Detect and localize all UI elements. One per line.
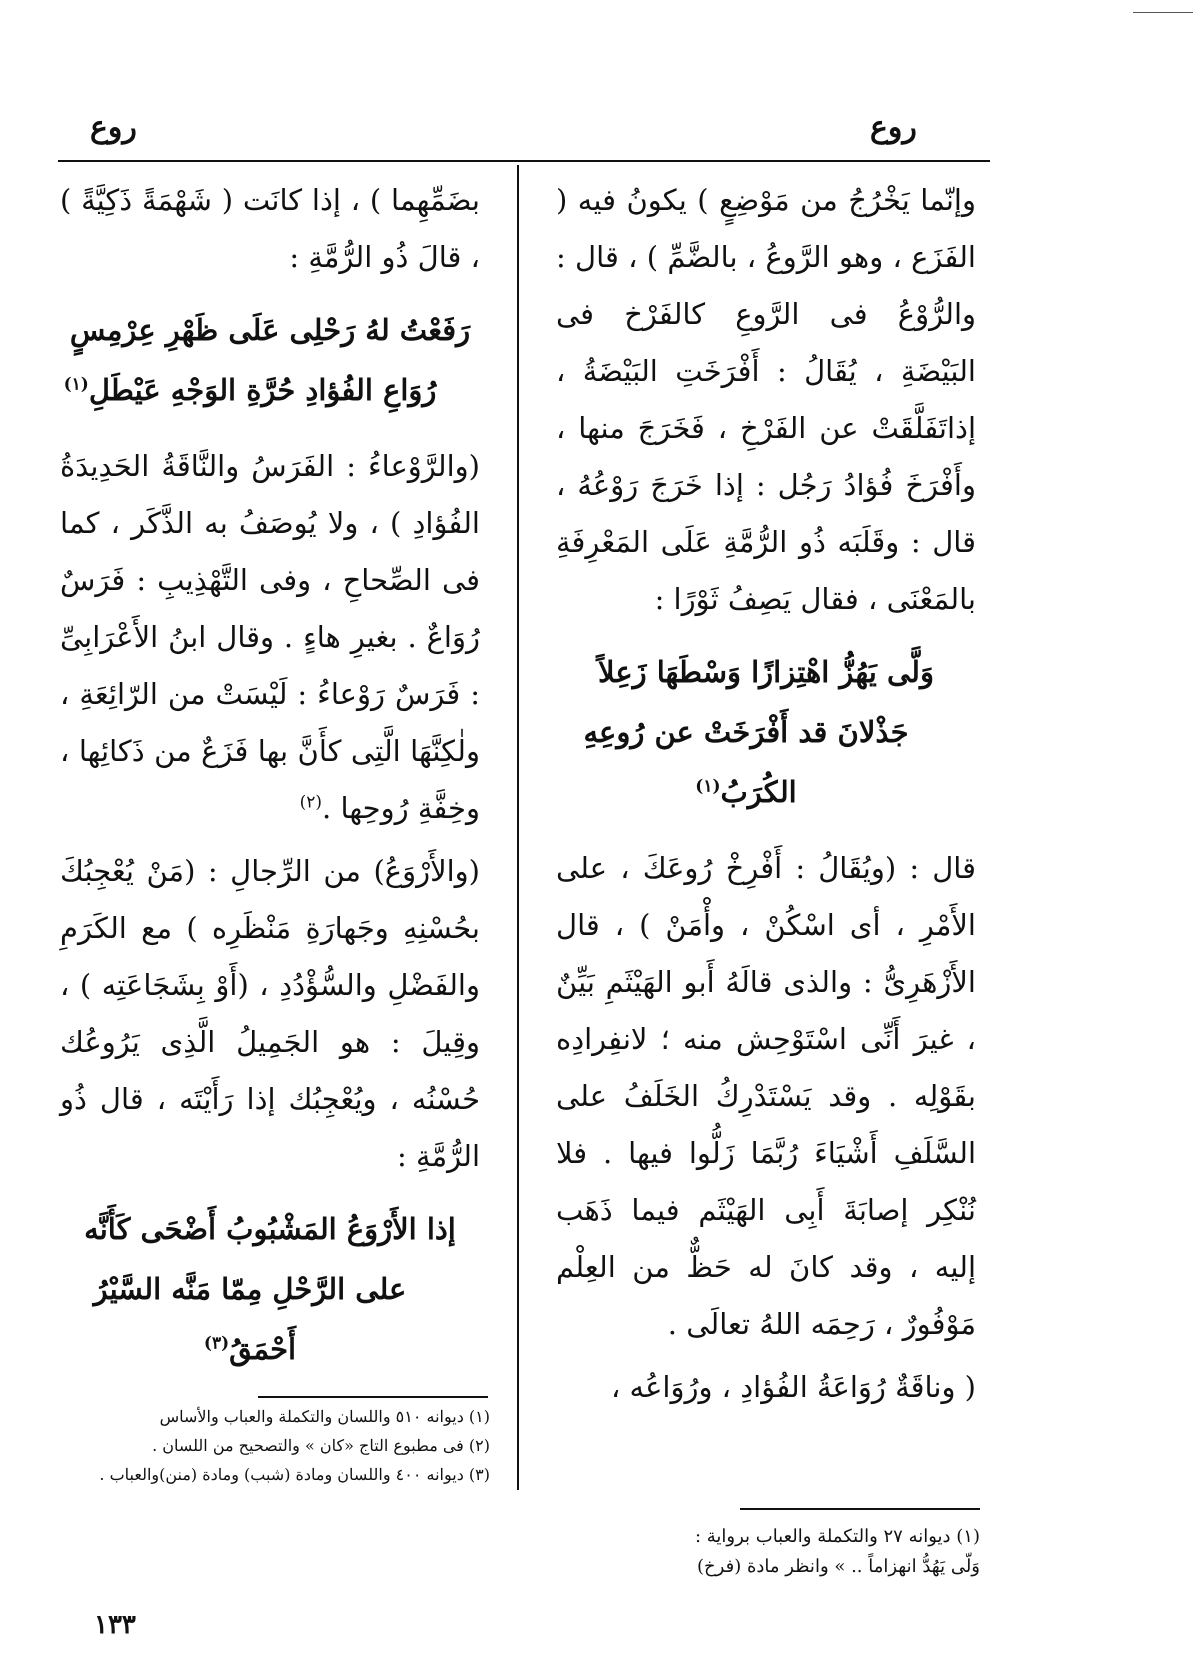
corner-rule [1133, 12, 1193, 13]
left-verse-2-line-1: إذا الأَرْوَعُ المَشْبُوبُ أَضْحَى كَأَنَّه [84, 1212, 456, 1246]
left-verse-1 [60, 300, 480, 420]
left-verse-1-line-2-wrap [60, 360, 480, 420]
footnote: (١) ديوانه ٥١٠ واللسان والتكملة والعباب والأساس [159, 1407, 490, 1426]
right-paragraph-1: وإنّما يَخْرُجُ من مَوْضِعٍ ) يكونُ فيه ( الفَزَع ، وهو الرَّوعُ ، بالضَّمِّ ) ، قال : والرُّوْعُ فى الرَّوعِ كالفَرْخ فى البَيْضَةِ ، يُقَالُ : أَفْرَخَتِ البَيْضَةُ ، إذاتَفَلَّقَتْ عن الفَرْخِ ، فَخَرَجَ منها ، وأَفْرَخَ فُؤادُ رَجُل : إذا خَرَجَ رَوْعُهُ ، قال : وقَلَبَه ذُو الرُّمَّةِ عَلَى المَعْرِفَةِ بالمَعْنَى ، فقال يَصِفُ ثَوْرًا : [556, 183, 976, 616]
footnote: (١) ديوانه ٢٧ والتكملة والعباب برواية : [694, 1526, 980, 1547]
left-paragraph-3: (والأَرْوَعُ) من الرِّجالِ : (مَنْ يُعْجِبُكَ بحُسْنِهِ وجَهارَةِ مَنْظَرِه ) مع الكَرَمِ والفَضْلِ والسُّؤْدُدِ ، (أَوْ بِشَجَاعَتِه ) ، وقِيلَ : هو الجَمِيلُ الَّذِى يَرُوعُك حُسْنُه ، ويُعْجِبُك إذا رَأَيْتَه ، قال ذُو الرُّمَّةِ : [60, 854, 480, 1173]
left-verse-1-line-1: رَفَعْتُ لهُ رَحْلِى عَلَى ظَهْرِ عِرْمِسٍ [69, 313, 471, 347]
column-divider [517, 165, 519, 1490]
footnote: وَلَّى يَهُدُّ انهزاماً .. » وانظر مادة (فرخ) [697, 1556, 980, 1577]
left-column [60, 172, 480, 1397]
left-verse-2 [60, 1199, 480, 1379]
right-verse-1 [556, 642, 976, 822]
left-paragraph-2-wrap [60, 438, 480, 837]
header-left-title: روع [90, 110, 137, 145]
footnote-rule-right [740, 1508, 980, 1510]
page-number: ١٣٣ [94, 1610, 136, 1640]
left-paragraph-2: (والرَّوْعاءُ : الفَرَسُ والنَّاقَةُ الحَدِيدَةُ الفُؤادِ ) ، ولا يُوصَفُ به الذَّكَر ، كما فى الصِّحاحِ ، وفى التَّهْذِيبِ : فَرَسٌ رُوَاعٌ . بغيرِ هاءٍ . وقال ابنُ الأَعْرَابِىِّ : فَرَسٌ رَوْعاءُ : لَيْسَتْ من الرّائِعَةِ ، ولٰكِنَّهَا الَّتِى كأَنَّ بها فَزَعٌ من ذَكائِها ، وخِفَّةِ رُوحِها . [60, 449, 480, 825]
left-paragraph-1: بضَمِّهِما ) ، إذا كانَت ( شَهْمَةً ذَكِيَّةً ) ، قالَ ذُو الرُّمَّةِ : [60, 183, 480, 274]
left-verse-1-line-2: رُوَاعِ الفُؤادِ حُرَّةِ الوَجْهِ عَيْطَلِ [88, 373, 437, 407]
footnote: (٢) فى مطبوع التاج «كان » والتصحيح من اللسان . [152, 1436, 490, 1455]
left-verse-2-line-2: على الرَّحْلِ مِمّا مَنَّه السَّيْرُ أَحْمَقُ [93, 1272, 407, 1366]
footnote: (٣) ديوانه ٤٠٠ واللسان ومادة (شبب) ومادة (منن)والعباب . [99, 1465, 490, 1484]
header-rule [58, 160, 990, 162]
footnotes-right [540, 1522, 980, 1582]
right-column [556, 172, 976, 1422]
right-verse-1-line-2-wrap [556, 702, 976, 822]
right-paragraph-3: ( وناقَةٌ رُوَاعَةُ الفُؤادِ ، ورُوَاعُه ، [610, 1370, 976, 1404]
header-right-title: روع [870, 110, 917, 145]
right-verse-1-line-2: جَذْلانَ قد أَفْرَخَتْ عن رُوعِهِ الكُرَبُ [583, 715, 909, 809]
footnote-rule-left [258, 1396, 488, 1398]
footnote-ref: (١) [63, 374, 89, 395]
right-paragraph-2: قال : (ويُقَالُ : أَفْرِخْ رُوعَكَ ، على الأَمْرِ ، أى اسْكُنْ ، وأْمَنْ ) ، قال الأَزْهَرِىُّ : والذى قالَهُ أَبو الهَيْثَمِ بَيِّنٌ ، غيرَ أَنِّى اسْتَوْحِش منه ؛ لانفِرادِه بقَوْلِه . وقد يَسْتَدْرِكُ الخَلَفُ على السَّلَفِ أَشْيَاءَ رُبَّمَا زَلُّوا فيها . فلا نُنْكِر إصابَةَ أَبِى الهَيْثَم فيما ذَهَب إليه ، وقد كانَ له حَظٌّ من العِلْم مَوْفُورٌ ، رَحِمَه اللهُ تعالَى . [556, 851, 976, 1341]
footnote-ref: (٢) [299, 792, 323, 813]
left-verse-2-line-2-wrap [60, 1259, 480, 1379]
footnote-ref: (١) [695, 776, 721, 797]
footnote-ref: (٣) [203, 1333, 230, 1354]
footnotes-left [60, 1402, 490, 1489]
right-verse-1-line-1: وَلَّى يَهُزُّ اهْتِزازًا وَسْطَهَا زَعِلاً [598, 655, 934, 689]
